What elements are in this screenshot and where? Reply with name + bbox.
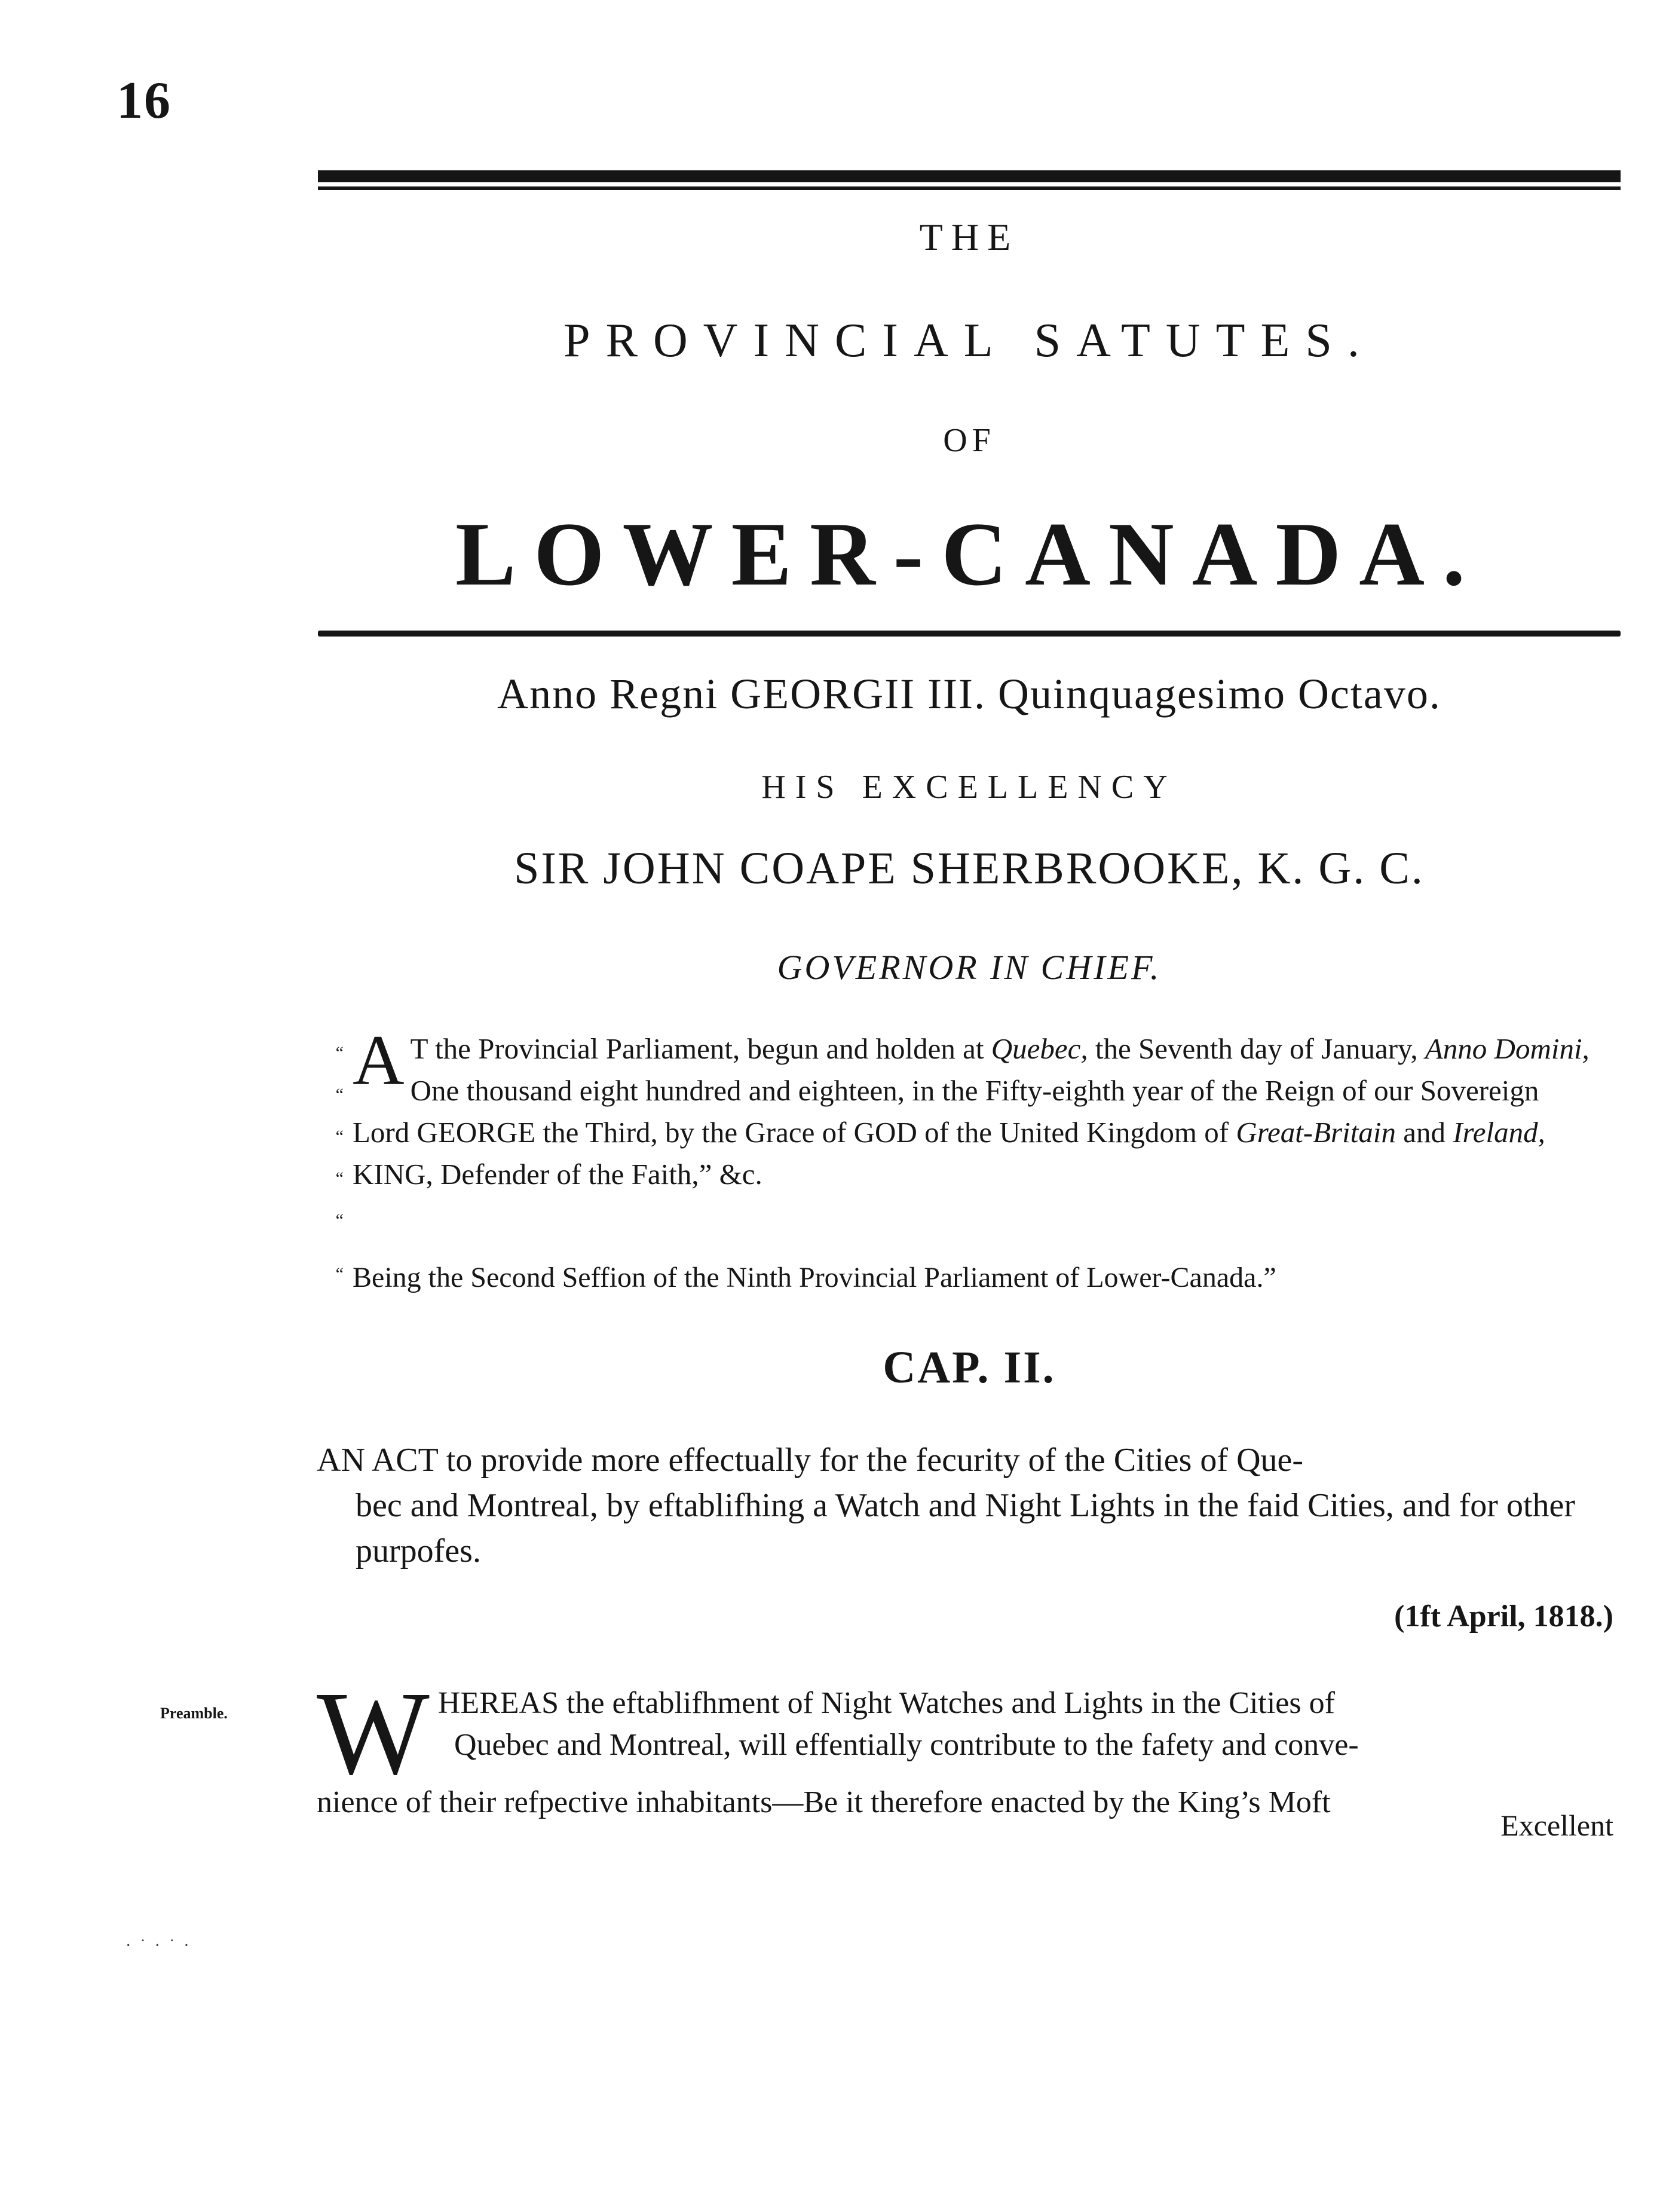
governor-name: SIR JOHN COAPE SHERBROOKE, K. G. C.: [514, 843, 1425, 894]
paragraph-text: T the Provincial Parliament, begun and holden at: [410, 1032, 991, 1065]
session-line: Being the Second Seffion of the Ninth Provincial Parliament of Lower-Canada.”: [353, 1262, 1276, 1293]
quote-mark: “: [335, 1043, 344, 1063]
anno-regni: Anno Regni GEORGII III. Quinquagesimo Octavo.: [497, 670, 1441, 718]
country-name: Ireland,: [1453, 1116, 1545, 1149]
top-rule-thin: [318, 186, 1621, 190]
paragraph-text: One thousand eight hundred and eighteen, in the Fifty-eighth year of the Reign of our Sovereign Lord GEORGE the Third, by the Grace of GOD of the United Kingdom of: [353, 1074, 1539, 1149]
act-date: (1ft April, 1818.): [1394, 1599, 1613, 1633]
title-provincial-statutes: PROVINCIAL SATUTES.: [563, 314, 1375, 367]
paragraph-text: the Seventh day of January,: [1088, 1032, 1425, 1065]
preamble-line: HEREAS the eftablifhment of Night Watches and Lights in the Cities of: [437, 1686, 1335, 1720]
preamble-line: Quebec and Montreal, will effentially contribute to the fafety and conve-: [454, 1728, 1359, 1762]
page-number: 16: [117, 72, 171, 130]
quote-mark: “: [335, 1085, 344, 1105]
governor-title: GOVERNOR IN CHIEF.: [777, 948, 1162, 987]
quote-mark: “: [335, 1264, 344, 1284]
paragraph-text: KING, Defender of the Faith,” &c.: [353, 1158, 762, 1191]
preamble-paragraph: [317, 1668, 1613, 1824]
drop-cap-a: A: [353, 1020, 405, 1100]
country-name: Great-Britain: [1236, 1116, 1396, 1149]
act-title: [317, 1437, 1613, 1574]
place-name: Quebec,: [991, 1032, 1088, 1065]
quote-mark: “: [335, 1168, 344, 1188]
catchword: Excellent: [1500, 1809, 1613, 1842]
top-rule: [318, 170, 1621, 182]
his-excellency: HIS EXCELLENCY: [761, 769, 1177, 806]
anno-domini: Anno Domini,: [1425, 1032, 1590, 1065]
parliament-paragraph: [353, 1020, 1601, 1195]
paragraph-text: and: [1395, 1116, 1453, 1149]
act-title-line: bec and Montreal, by eftablifhing a Watch and Night Lights in the faid Cities, and for other purpofes.: [356, 1487, 1576, 1569]
title-the: THE: [919, 216, 1019, 258]
quote-mark: “: [335, 1127, 344, 1146]
drop-cap-w: W: [317, 1668, 430, 1800]
title-lower-canada: LOWER-CANADA.: [455, 504, 1483, 604]
act-title-line: AN ACT to provide more effectually for the fecurity of the Cities of Que-: [317, 1442, 1304, 1479]
title-rule: [318, 631, 1621, 637]
chapter-heading: CAP. II.: [883, 1342, 1056, 1393]
title-of: OF: [943, 422, 996, 459]
quote-mark: “: [335, 1210, 344, 1230]
preamble-line: nience of their refpective inhabitants—Be it therefore enacted by the King’s Moft: [317, 1785, 1331, 1819]
ink-specks: · ˙ · ˙ ·: [125, 1936, 192, 1955]
margin-note-preamble: Preamble.: [160, 1705, 228, 1722]
